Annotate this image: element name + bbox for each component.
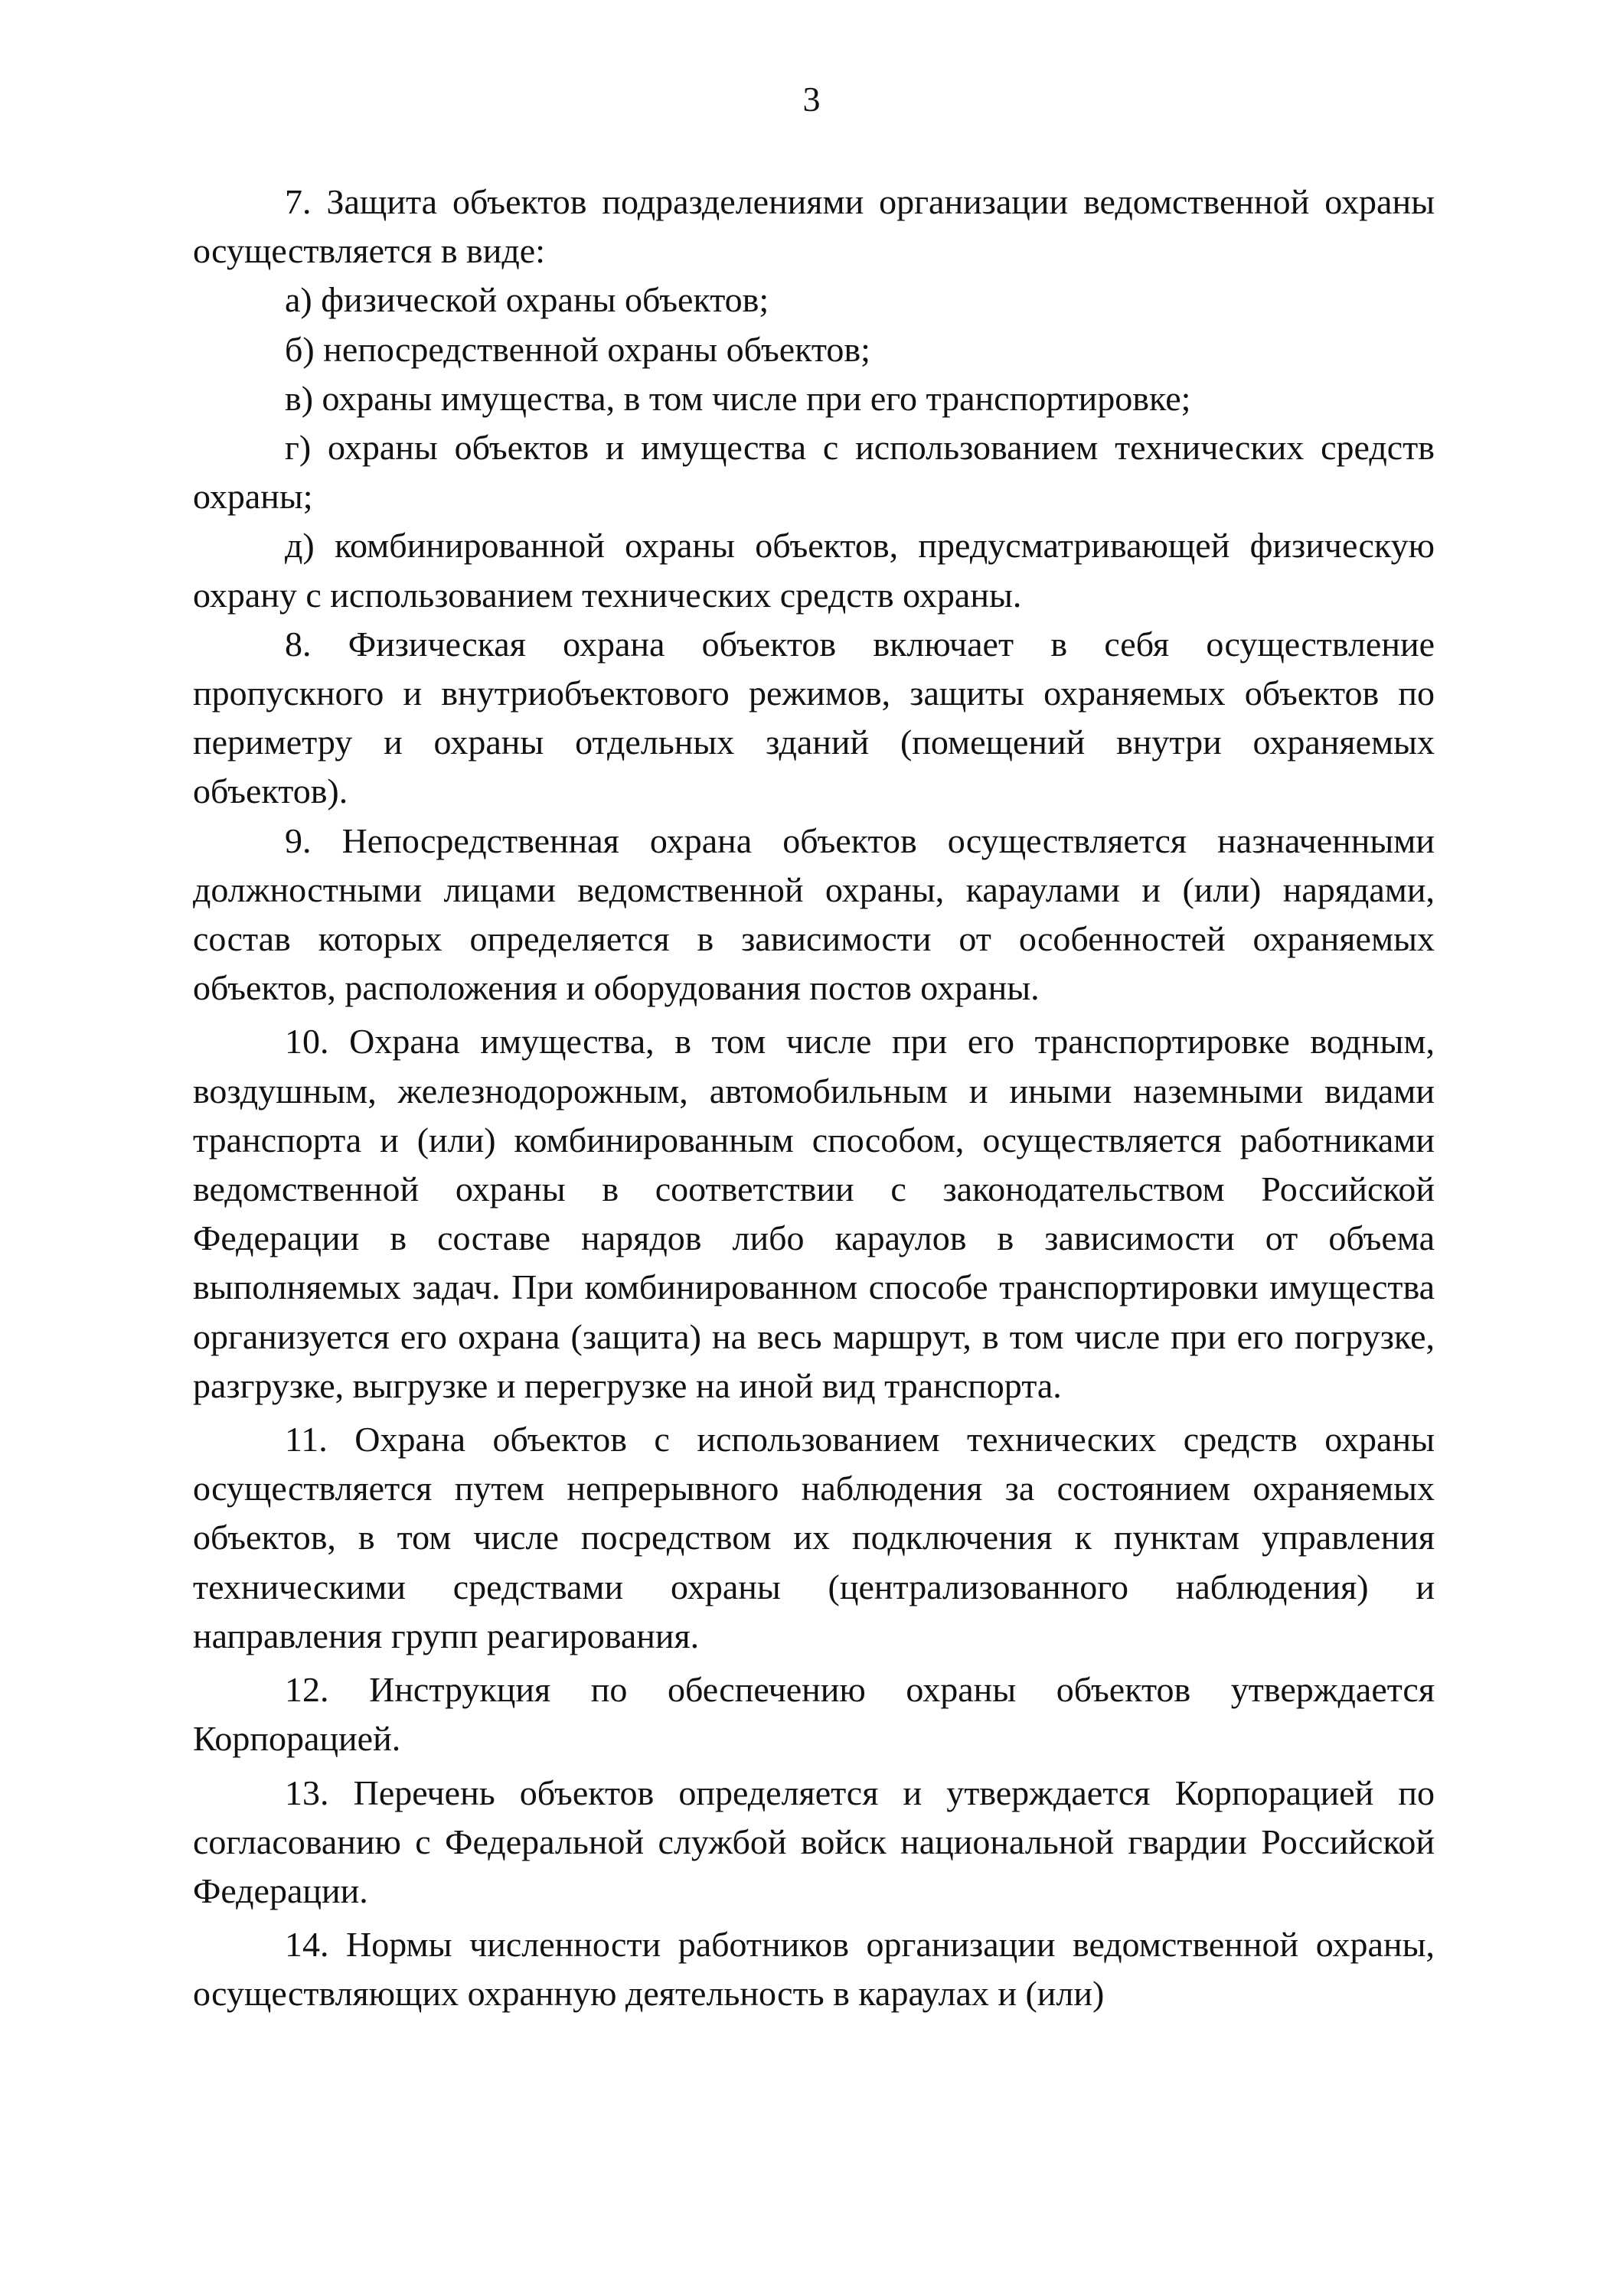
- paragraph-10: 10. Охрана имущества, в том числе при его транспортировке водным, воздушным, железнодорожным, автомобильным и иными наземными видами транспорта и (или) комбинированным способом, осуществляется работниками ведомственной охраны в соответствии с законодательством Российской Федерации в составе нарядов либо караулов в зависимости от объема выполняемых задач. При комбинированном способе транспортировки имущества организуется его охрана (защита) на весь маршрут, в том числе при его погрузке, разгрузке, выгрузке и перегрузке на иной вид транспорта.: [193, 1022, 1435, 1405]
- list-item-d: д) комбинированной охраны объектов, предусматривающей физическую охрану с использованием технических средств охраны.: [193, 526, 1435, 615]
- paragraph-13: 13. Перечень объектов определяется и утверждается Корпорацией по согласованию с Федеральной службой войск национальной гвардии Российской Федерации.: [193, 1773, 1435, 1910]
- list-item-a: а) физической охраны объектов;: [285, 280, 769, 320]
- paragraph-9: 9. Непосредственная охрана объектов осуществляется назначенными должностными лицами ведомственной охраны, караулами и (или) нарядами, состав которых определяется в зависимости от особенностей охраняемых объектов, расположения и оборудования постов охраны.: [193, 820, 1435, 1008]
- paragraph-14: 14. Нормы численности работников организации ведомственной охраны, осуществляющих охранную деятельность в караулах и (или): [193, 1925, 1435, 2014]
- paragraph-8: 8. Физическая охрана объектов включает в себя осуществление пропускного и внутриобъектового режимов, защиты охраняемых объектов по периметру и охраны отдельных зданий (помещений внутри охраняемых объектов).: [193, 624, 1435, 811]
- paragraph-12: 12. Инструкция по обеспечению охраны объектов утверждается Корпорацией.: [193, 1670, 1435, 1759]
- list-item-g: г) охраны объектов и имущества с использованием технических средств охраны;: [193, 428, 1435, 517]
- list-item-b: б) непосредственной охраны объектов;: [285, 329, 870, 369]
- document-body: [193, 178, 1435, 2019]
- paragraph-11: 11. Охрана объектов с использованием технических средств охраны осуществляется путем непрерывного наблюдения за состоянием охраняемых объектов, в том числе посредством их подключения к пунктам управления техническими средствами охраны (централизованного наблюдения) и направления групп реагирования.: [193, 1420, 1435, 1655]
- paragraph-7: 7. Защита объектов подразделениями организации ведомственной охраны осуществляется в виде:: [193, 182, 1435, 271]
- page-number: 3: [802, 80, 821, 119]
- list-item-v: в) охраны имущества, в том числе при его транспортировке;: [285, 378, 1191, 418]
